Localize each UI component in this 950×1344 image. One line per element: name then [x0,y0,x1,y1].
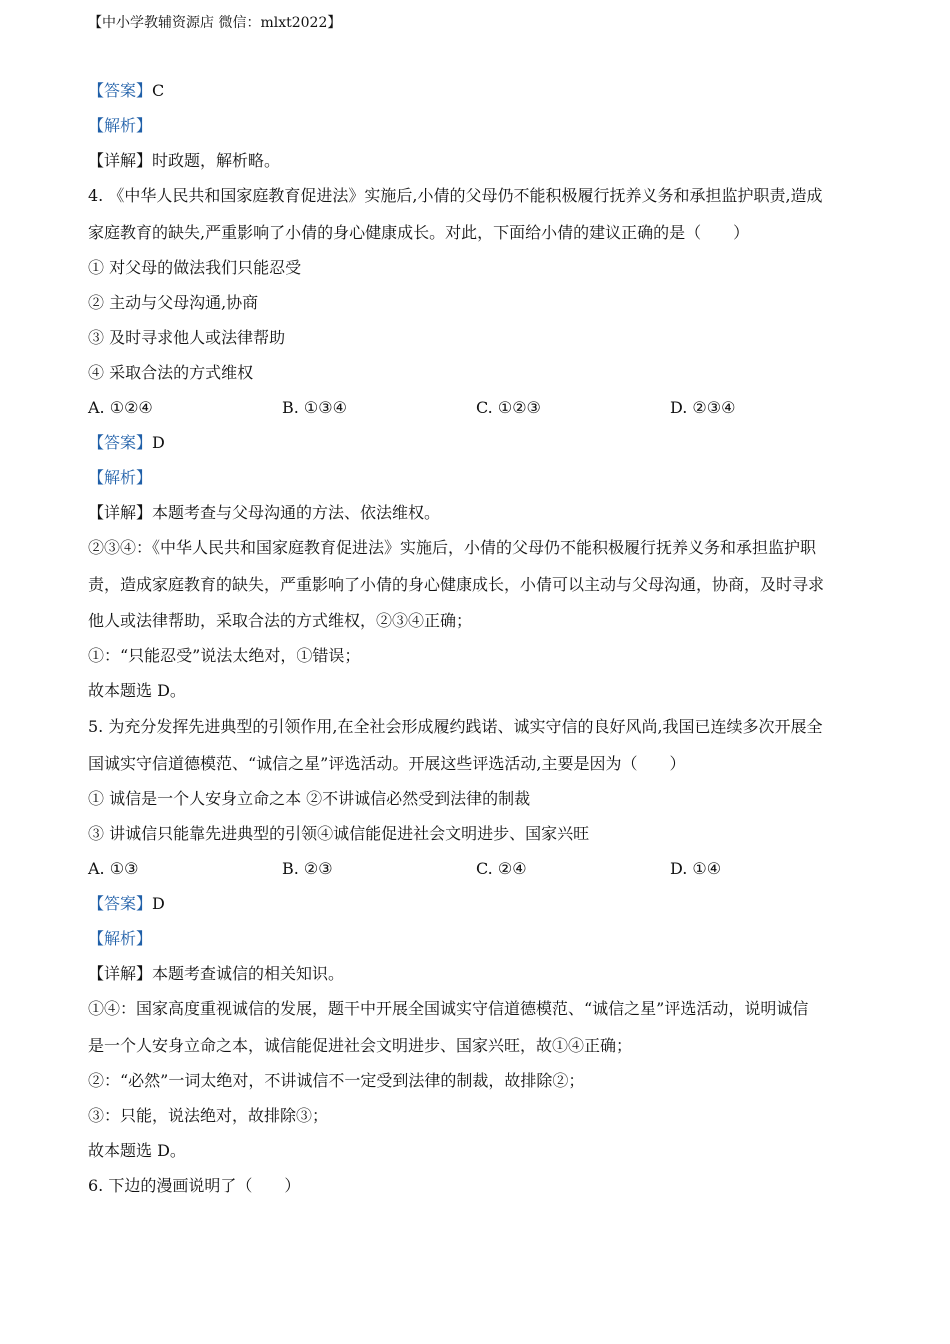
q4-stem-line-2: 家庭教育的缺失,严重影响了小倩的身心健康成长。对此，下面给小倩的建议正确的是（ ） [88,223,750,242]
q4-item-3: ③ 及时寻求他人或法律帮助 [88,328,286,347]
q5-option-c: C. ②④ [476,859,527,878]
q4-option-b: B. ①③④ [282,398,347,417]
q5-explanation-2: 是一个人安身立命之本，诚信能促进社会文明进步、国家兴旺，故①④正确； [88,1036,633,1055]
q5-explanation-4: ③：只能，说法绝对，故排除③； [88,1106,329,1125]
detail-tag: 【详解】 [88,964,153,983]
answer-value: D [152,894,165,913]
q4-explanation-2: 责，造成家庭教育的缺失，严重影响了小倩的身心健康成长，小倩可以主动与父母沟通，协商，及时寻求 [88,575,825,594]
q4-explanation-4: ①：“只能忍受”说法太绝对，①错误； [88,646,361,665]
detail-text: 本题考查与父母沟通的方法、依法维权。 [152,503,441,522]
q5-explanation-1: ①④：国家高度重视诚信的发展，题干中开展全国诚实守信道德模范、“诚信之星”评选活动，说明诚信 [88,999,809,1018]
q4-stem-line-1: 4. 《中华人民共和国家庭教育促进法》实施后,小倩的父母仍不能积极履行抚养义务和承担监护职责,造成 [88,186,823,205]
answer-value: C [152,81,165,100]
q5-stem-line-1: 5. 为充分发挥先进典型的引领作用,在全社会形成履约践诺、诚实守信的良好风尚,我国已连续多次开展全 [88,717,823,736]
q4-analysis-tag: 【解析】 [88,468,153,487]
answer-tag: 【答案】 [88,894,153,913]
detail-tag: 【详解】 [88,151,153,170]
q5-item-1: ① 诚信是一个人安身立命之本 ②不讲诚信必然受到法律的制裁 [88,789,531,808]
q3-answer-line [88,80,164,102]
q5-explanation-5: 故本题选 D。 [88,1141,186,1160]
q4-detail-line [88,502,440,524]
q5-analysis-tag: 【解析】 [88,929,153,948]
q5-detail-line [88,963,344,985]
answer-tag: 【答案】 [88,81,153,100]
q3-detail-line [88,150,280,172]
q4-explanation-5: 故本题选 D。 [88,681,186,700]
q4-option-c: C. ①②③ [476,398,541,417]
q4-explanation-1: ②③④：《中华人民共和国家庭教育促进法》实施后，小倩的父母仍不能积极履行抚养义务和承担监护职 [88,538,817,557]
q4-item-2: ② 主动与父母沟通,协商 [88,293,259,312]
q5-option-d: D. ①④ [670,859,722,878]
q4-option-d: D. ②③④ [670,398,736,417]
q5-option-a: A. ①③ [88,859,139,878]
page-header: 【中小学教辅资源店 微信：mlxt2022】 [88,15,342,31]
q5-answer-line [88,893,165,915]
detail-tag: 【详解】 [88,503,153,522]
q5-item-2: ③ 讲诚信只能靠先进典型的引领④诚信能促进社会文明进步、国家兴旺 [88,824,590,843]
q5-stem-line-2: 国诚实守信道德模范、“诚信之星”评选活动。开展这些评选活动,主要是因为（ ） [88,754,686,773]
q4-item-1: ① 对父母的做法我们只能忍受 [88,258,302,277]
q4-option-a: A. ①②④ [88,398,153,417]
answer-tag: 【答案】 [88,433,153,452]
answer-value: D [152,433,165,452]
q3-analysis-tag: 【解析】 [88,116,153,135]
q4-explanation-3: 他人或法律帮助，采取合法的方式维权，②③④正确； [88,611,473,630]
q4-item-4: ④ 采取合法的方式维权 [88,363,254,382]
q5-option-b: B. ②③ [282,859,333,878]
q4-answer-line [88,432,165,454]
q6-stem: 6. 下边的漫画说明了（ ） [88,1176,301,1195]
detail-text: 本题考查诚信的相关知识。 [152,964,345,983]
q5-explanation-3: ②：“必然”一词太绝对，不讲诚信不一定受到法律的制裁，故排除②； [88,1071,585,1090]
detail-text: 时政题，解析略。 [152,151,281,170]
